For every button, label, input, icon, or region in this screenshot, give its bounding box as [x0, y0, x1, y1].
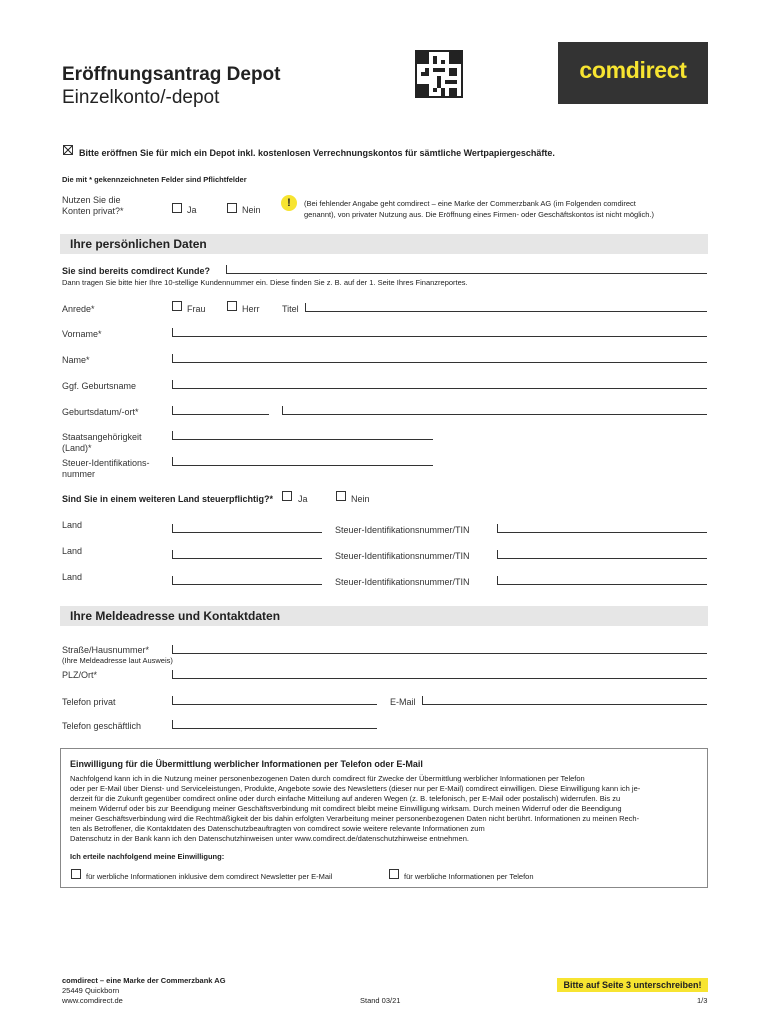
private-yes-checkbox[interactable]	[172, 203, 182, 213]
existing-customer-label: Sie sind bereits comdirect Kunde?	[62, 266, 211, 276]
customer-number-field[interactable]	[226, 265, 707, 274]
vorname-field[interactable]	[172, 328, 707, 337]
telefon-privat-field[interactable]	[172, 696, 377, 705]
staatsangehoerigkeit-label-1: Staatsangehörigkeit	[62, 432, 142, 442]
private-no-label: Nein	[242, 205, 261, 215]
footer-stand: Stand 03/21	[360, 996, 401, 1005]
tax-other-yes-checkbox[interactable]	[282, 491, 292, 501]
email-label: E-Mail	[390, 697, 416, 707]
anrede-frau-checkbox[interactable]	[172, 301, 182, 311]
geburtsdatum-label: Geburtsdatum/-ort*	[62, 407, 139, 417]
plz-label: PLZ/Ort*	[62, 670, 98, 680]
anrede-frau-label: Frau	[187, 304, 206, 314]
anrede-label: Anrede*	[62, 304, 95, 314]
consent-title: Einwilligung für die Übermittlung werblicher Informationen per Telefon oder E-Mail	[70, 759, 423, 769]
sign-reminder-badge: Bitte auf Seite 3 unterschreiben!	[557, 978, 708, 992]
section-address-title: Ihre Meldeadresse und Kontaktdaten	[70, 609, 281, 623]
required-note: Die mit * gekennzeichneten Felder sind Pflichtfelder	[62, 175, 247, 184]
private-yes-label: Ja	[187, 205, 197, 215]
telefon-geschaeftlich-label: Telefon geschäftlich	[62, 721, 142, 731]
titel-label: Titel	[282, 304, 299, 314]
tin-field-3[interactable]	[497, 576, 707, 585]
consent-text-line-2: oder per E-Mail über Dienst- und Serviceleistungen, Produkte, Angebote sowie des Newsletters (dieser nur per E-Mail) comdirect einwilligen. Diese Einwilligung kann ich je-	[70, 784, 641, 793]
open-depot-text: Bitte eröffnen Sie für mich ein Depot inkl. kostenlosen Verrechnungskontos für sämtliche Wertpapiergeschäfte.	[79, 148, 555, 158]
consent-text-line-6: ten als Betroffener, die Kontaktdaten des Datenschutzbeauftragten von comdirect sowie weitere relevante Informationen zum	[70, 824, 485, 833]
consent-prompt: Ich erteile nachfolgend meine Einwilligung:	[70, 852, 225, 861]
tin-label-3: Steuer-Identifikationsnummer/TIN	[335, 577, 470, 587]
section-personal-data	[60, 234, 708, 254]
tin-field-1[interactable]	[497, 524, 707, 533]
consent-email-label: für werbliche Informationen inklusive dem comdirect Newsletter per E-Mail	[86, 872, 333, 881]
private-no-checkbox[interactable]	[227, 203, 237, 213]
anrede-herr-checkbox[interactable]	[227, 301, 237, 311]
telefon-geschaeftlich-field[interactable]	[172, 720, 377, 729]
logo-text: comdirect	[579, 57, 687, 83]
plz-field[interactable]	[172, 670, 707, 679]
section-personal-title: Ihre persönlichen Daten	[70, 237, 207, 251]
footer-zip-city: 25449 Quickborn	[62, 986, 120, 995]
tax-other-country-label: Sind Sie in einem weiteren Land steuerpflichtig?*	[62, 494, 274, 504]
consent-phone-checkbox[interactable]	[389, 869, 399, 879]
geburtsname-field[interactable]	[172, 380, 707, 389]
footer-page-number: 1/3	[697, 996, 708, 1005]
titel-field[interactable]	[305, 303, 707, 312]
private-use-label-1: Nutzen Sie die	[62, 195, 121, 205]
section-address	[60, 606, 708, 626]
telefon-privat-label: Telefon privat	[62, 697, 116, 707]
staatsangehoerigkeit-label-2: (Land)*	[62, 443, 92, 453]
strasse-hint: (Ihre Meldeadresse laut Ausweis)	[62, 656, 173, 665]
vorname-label: Vorname*	[62, 329, 102, 339]
steuer-id-label-1: Steuer-Identifikations-	[62, 458, 150, 468]
consent-box	[60, 748, 708, 888]
tin-label-1: Steuer-Identifikationsnummer/TIN	[335, 525, 470, 535]
land-field-1[interactable]	[172, 524, 322, 533]
tax-other-no-label: Nein	[351, 494, 370, 504]
consent-text-line-1: Nachfolgend kann ich in die Nutzung meiner personenbezogenen Daten durch comdirect für Zwecke der Übermittlung werblicher Informationen per Telefon	[70, 774, 585, 783]
consent-phone-label: für werbliche Informationen per Telefon	[404, 872, 534, 881]
private-info-line-1: (Bei fehlender Angabe geht comdirect – eine Marke der Commerzbank AG (im Folgenden comdirect	[304, 199, 636, 208]
tax-other-no-checkbox[interactable]	[336, 491, 346, 501]
tin-label-2: Steuer-Identifikationsnummer/TIN	[335, 551, 470, 561]
tin-field-2[interactable]	[497, 550, 707, 559]
warning-icon: !	[281, 195, 297, 211]
consent-text-line-7: Datenschutz in der Bank kann ich den Datenschutzhinweisen unter www.comdirect.de/datenschutzhinweise entnehmen.	[70, 834, 469, 843]
land-field-3[interactable]	[172, 576, 322, 585]
strasse-label: Straße/Hausnummer*	[62, 645, 150, 655]
page-subtitle: Einzelkonto/-depot	[62, 87, 220, 108]
consent-text-line-3: derzeit für die Zukunft gegenüber comdirect online oder durch einfache Mitteilung auf anderen Wegen (z. B. telefonisch, per E-Mail oder postalisch) widerrufen. Bis zu	[70, 794, 621, 803]
land-label-2: Land	[62, 546, 83, 556]
steuer-id-label-2: nummer	[62, 469, 96, 479]
staatsangehoerigkeit-field[interactable]	[172, 431, 433, 440]
land-label-1: Land	[62, 520, 83, 530]
strasse-field[interactable]	[172, 645, 707, 654]
email-field[interactable]	[422, 696, 707, 705]
geburtsort-field[interactable]	[282, 406, 707, 415]
name-label: Name*	[62, 355, 90, 365]
anrede-herr-label: Herr	[242, 304, 260, 314]
private-use-label-2: Konten privat?*	[62, 206, 124, 216]
land-field-2[interactable]	[172, 550, 322, 559]
consent-text-line-5: meiner Geschäftsverbindung wird die Rechtmäßigkeit der bis dahin erfolgten Verarbeitung meiner personenbezogenen Daten nicht berührt. Informationen zu meinen Rech-	[70, 814, 640, 823]
page-title: Eröffnungsantrag Depot	[62, 64, 281, 85]
consent-text-line-4: meinem Widerruf oder bis zur Beendigung meiner Geschäftsverbindung mit comdirect bleibt meine Einwilligung wirksam. Durch meinen Widerruf oder die Beendigung	[70, 804, 622, 813]
existing-customer-hint: Dann tragen Sie bitte hier Ihre 10-stellige Kundennummer ein. Diese finden Sie z. B. auf der 1. Seite Ihres Finanzreportes.	[62, 278, 468, 287]
open-depot-checkbox[interactable]	[63, 145, 73, 155]
footer-website: www.comdirect.de	[62, 996, 123, 1005]
tax-other-yes-label: Ja	[298, 494, 308, 504]
footer-company: comdirect – eine Marke der Commerzbank AG	[62, 976, 226, 985]
land-label-3: Land	[62, 572, 83, 582]
geburtsdatum-field[interactable]	[172, 406, 269, 415]
consent-email-checkbox[interactable]	[71, 869, 81, 879]
qr-code	[415, 50, 463, 98]
private-info-line-2: genannt), von privater Nutzung aus. Die Eröffnung eines Firmen- oder Geschäftskontos ist nicht möglich.)	[304, 210, 655, 219]
steuer-id-field[interactable]	[172, 457, 433, 466]
comdirect-logo	[558, 42, 708, 104]
geburtsname-label: Ggf. Geburtsname	[62, 381, 137, 391]
name-field[interactable]	[172, 354, 707, 363]
